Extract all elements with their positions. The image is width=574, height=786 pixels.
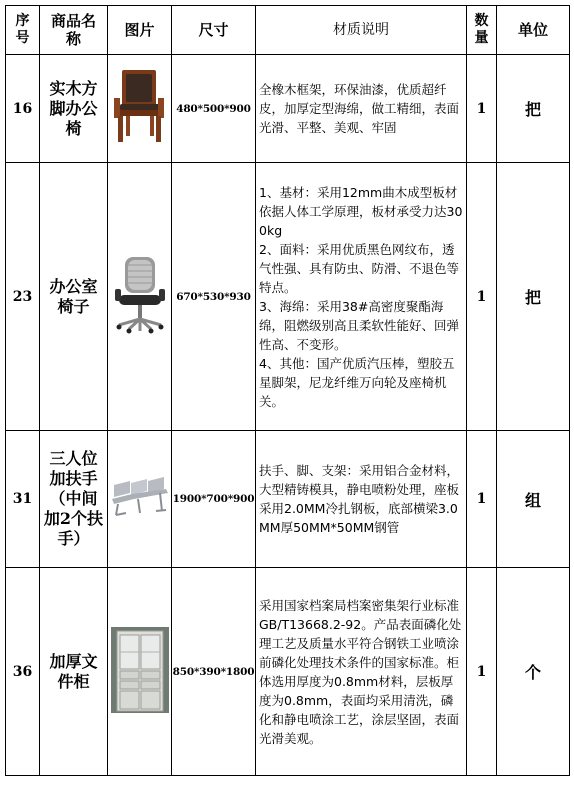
row-image — [108, 568, 172, 776]
table-row — [6, 431, 570, 568]
row-unit: 组 — [497, 431, 570, 568]
header-index: 序号 — [6, 6, 40, 55]
row-image — [108, 431, 172, 568]
product-table — [5, 5, 570, 776]
row-name: 三人位加扶手（中间加2个扶手） — [40, 431, 108, 568]
row-image — [108, 163, 172, 431]
row-unit: 把 — [497, 55, 570, 163]
mesh-office-chair-icon — [111, 255, 169, 335]
row-size: 480*500*900 — [172, 55, 256, 163]
header-qty: 数量 — [467, 6, 497, 55]
row-index: 36 — [6, 568, 40, 776]
row-image — [108, 55, 172, 163]
row-index: 31 — [6, 431, 40, 568]
row-qty: 1 — [467, 431, 497, 568]
row-qty: 1 — [467, 55, 497, 163]
row-qty: 1 — [467, 568, 497, 776]
file-cabinet-icon — [111, 627, 169, 713]
row-desc: 1、基材：采用12mm曲木成型板材依据人体工学原理，板材承受力达300kg 2、面料：采用优质黑色网纹布，透气性强、具有防虫、防滑、不退色等特点。 3、海绵：采用38#高密度聚酯海绵，阻燃级别高且柔软性能好、回弹性高、不变形。 4、其他：国产优质汽压棒，塑胶五星脚架，尼龙纤维万向轮及座椅机关。 — [256, 163, 467, 431]
row-size: 850*390*1800 — [172, 568, 256, 776]
header-row — [6, 6, 570, 55]
wooden-chair-icon — [112, 68, 168, 146]
row-desc: 采用国家档案局档案密集架行业标准GB/T13668.2-92。产品表面磷化处理工艺及质量水平符合钢铁工业喷涂前磷化处理技术条件的国家标准。柜体选用厚度为0.8mm材料，层板厚度为0.8mm，表面均采用清洗，磷化和静电喷涂工艺，涂层坚固，表面光滑美观。 — [256, 568, 467, 776]
row-desc: 全橡木框架，环保油漆，优质超纤皮，加厚定型海绵，做工精细，表面光滑、平整、美观、牢固 — [256, 55, 467, 163]
row-size: 1900*700*900 — [172, 431, 256, 568]
table-row — [6, 163, 570, 431]
table-row — [6, 55, 570, 163]
row-name: 实木方脚办公椅 — [40, 55, 108, 163]
row-index: 23 — [6, 163, 40, 431]
three-seat-bench-icon — [110, 477, 170, 517]
header-size: 尺寸 — [172, 6, 256, 55]
row-name: 加厚文件柜 — [40, 568, 108, 776]
header-image: 图片 — [108, 6, 172, 55]
row-desc: 扶手、脚、支架：采用铝合金材料，大型精铸模具，静电喷粉处理，座板采用2.0MM冷扎钢板，底部横梁3.0MM厚50MM*50MM钢管 — [256, 431, 467, 568]
header-unit: 单位 — [497, 6, 570, 55]
table-row — [6, 568, 570, 776]
row-name: 办公室椅子 — [40, 163, 108, 431]
row-qty: 1 — [467, 163, 497, 431]
header-name: 商品名称 — [40, 6, 108, 55]
row-index: 16 — [6, 55, 40, 163]
header-desc: 材质说明 — [256, 6, 467, 55]
row-size: 670*530*930 — [172, 163, 256, 431]
row-unit: 个 — [497, 568, 570, 776]
row-unit: 把 — [497, 163, 570, 431]
